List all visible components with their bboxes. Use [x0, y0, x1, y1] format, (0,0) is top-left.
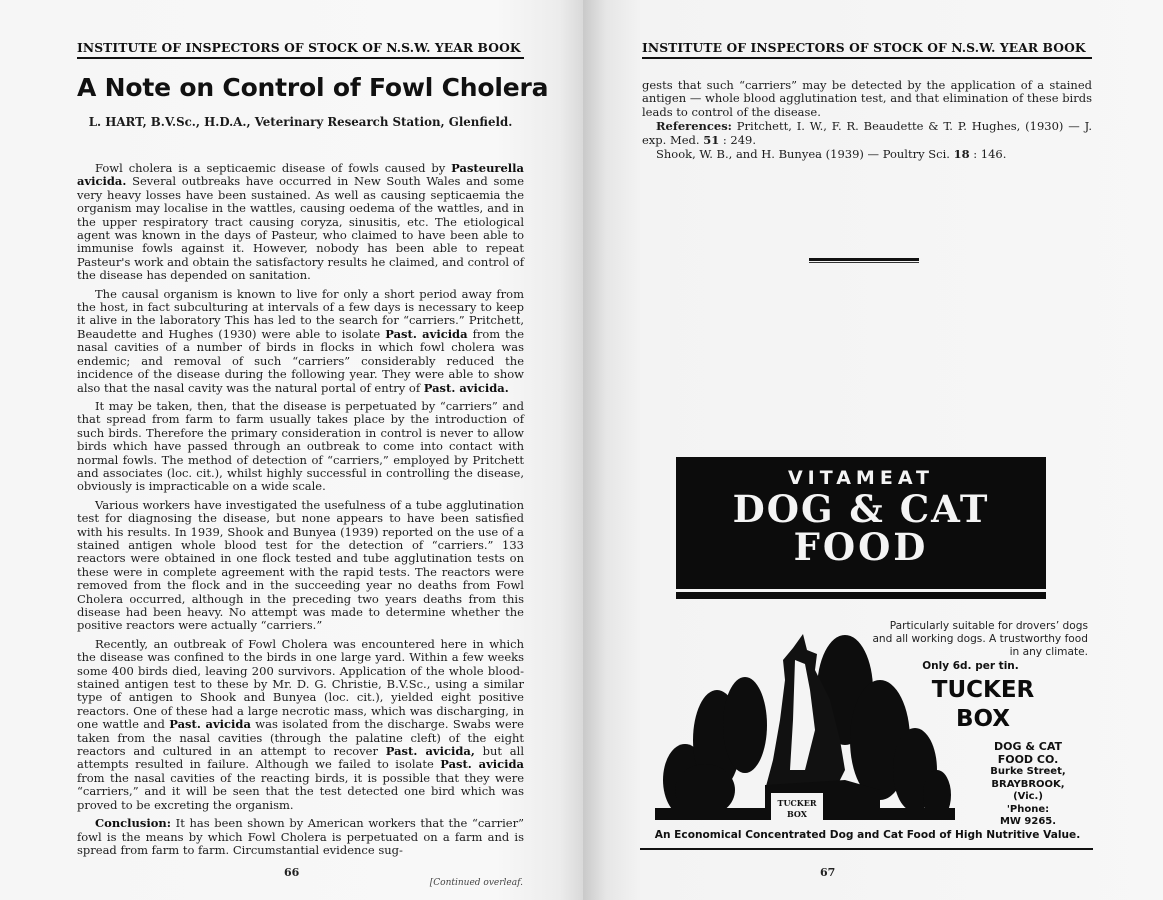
paragraph-causal-organism: The causal organism is known to live for only a short period away from the host, in fact subculturing at intervals of a few days is necessary to keep it alive in the laboratory This has led to the search for “carriers.” Pritchett, Beaudette and Hughes (1930) were able to isolate Past. avicida from the nasal cavities of a number of birds in flocks in which fowl cholera was endemic; and removal of such “carriers” considerably reduced the incidence of the disease during the following year. They were able to show also that the nasal cavity was the natural portal of entry of Past. avicida.: [77, 286, 524, 395]
page-number: 66: [284, 866, 300, 879]
continuation-text: gests that such “carriers” may be detected by the application of a stained antigen — whole blood agglutination test, and that elimination of these birds leads to control of the disease.: [642, 78, 1092, 119]
paragraph-carriers: It may be taken, then, that the disease is perpetuated by “carriers” and that spread from farm to farm usually takes place by the introduction of such birds. Therefore the primary consideration in control is never to allow birds which have passed through an outbreak to come into contact with normal fowls. The method of detection of “carriers,” employed by Pritchett and associates (loc. cit.), whilst highly successful in controlling the disease, obviously is impracticable on a wide scale.: [77, 398, 524, 494]
paragraph-agglutination: Various workers have investigated the usefulness of a tube agglutination test for diagnosing the disease, but none appears to have been satisfied with his results. In 1939, Shook and Bunyea (1939) reported on the use of a stained antigen whole blood test for the detection of “carriers.” 133 reactors were obtained in one flock tested and tube agglutination tests on these were in complete agreement with the rapid tests. The reactors were removed from the flock and in the succeeding year no deaths from Fowl Cholera occurred, although in the preceding two years deaths from this disease had been heavy. No attempt was made to determine whether the positive reactors were actually “carriers.”: [77, 497, 524, 633]
running-head: INSTITUTE OF INSPECTORS OF STOCK OF N.S.W. YEAR BOOK: [77, 40, 524, 59]
article-body: [77, 162, 524, 862]
ad-logo: TUCKER BOX: [931, 677, 1035, 732]
article-title: A Note on Control of Fowl Cholera: [77, 73, 549, 102]
ad-brand: VITAMEAT: [787, 467, 935, 489]
article-continuation: [642, 79, 1092, 162]
running-head: INSTITUTE OF INSPECTORS OF STOCK OF N.S.W. YEAR BOOK: [642, 40, 1092, 59]
plinth-text: TUCKER: [777, 798, 817, 808]
reference-1: References: Pritchett, I. W., F. R. Beaudette & T. P. Hughes, (1930) — J. exp. Med. 51 : 249.: [642, 119, 1092, 147]
ad-copy: Particularly suitable for drovers’ dogs and all working dogs. A trustworthy food in any climate.: [872, 620, 1088, 658]
paragraph-outbreak: Recently, an outbreak of Fowl Cholera was encountered here in which the disease was confined to the birds in one large yard. Within a few weeks some 400 birds died, leaving 200 survivors. Application of the whole blood-stained antigen test to these by Mr. D. G. Christie, B.V.Sc., using a similar type of antigen to Shook and Bunyea (loc. cit.), yielded eight positive reactors. One of these had a large necrotic mass, which was discharging, in one wattle and Past. avicida was isolated from the discharge. Swabs were taken from the nasal cavities (through the palatine cleft) of the eight reactors and cultured in an attempt to recover Past. avicida, but all attempts resulted in failure. Although we failed to isolate Past. avicida from the nasal cavities of the reacting birds, it is possible that they were “carriers,” and it will be seen that the test detected one bird which was proved to be excreting the organism.: [77, 636, 525, 812]
ad-bottom-rule: [640, 848, 1093, 850]
reference-2: Shook, W. B., and H. Bunyea (1939) — Poultry Sci. 18 : 146.: [656, 147, 1007, 162]
ad-price: Only 6d. per tin.: [922, 660, 1019, 672]
section-divider: [809, 258, 919, 263]
ad-banner-underline: [676, 592, 1046, 599]
continued-note: [Continued overleaf.: [429, 878, 523, 888]
ad-tagline: An Economical Concentrated Dog and Cat Food of High Nutritive Value.: [654, 829, 1081, 841]
ad-banner: [676, 457, 1046, 589]
page-number: 67: [820, 866, 836, 879]
ad-company-address: DOG & CAT FOOD CO. Burke Street, BRAYBROOK, (Vic.) 'Phone: MW 9265.: [990, 740, 1066, 827]
page-67: [583, 0, 1163, 900]
svg-text:BOX: BOX: [787, 809, 807, 819]
paragraph-intro: Fowl cholera is a septicaemic disease of fowls caused by Pasteurella avicida. Several outbreaks have occurred in New South Wales and some very heavy losses have been sustained. As well as causing septicaemia the organism may localise in the wattles, causing oedema of the wattles, and in the upper respiratory tract causing coryza, sinusitis, etc. The etiological agent was known in the days of Pasteur, who claimed to have been able to immunise fowls against it. However, nobody has been able to repeat Pasteur's work and obtain the satisfactory results he claimed, and control of the disease has depended on sanitation.: [77, 161, 524, 283]
paragraph-conclusion: Conclusion: It has been shown by American workers that the “carrier” fowl is the means by which Fowl Cholera is perpetuated on a farm and is spread from farm to farm. Circumstantial evidence sug-: [77, 816, 524, 857]
author-byline: L. HART, B.V.Sc., H.D.A., Veterinary Research Station, Glenfield.: [88, 115, 513, 129]
ad-headline: DOG & CAT: [732, 487, 990, 531]
ad-headline-food: FOOD: [793, 525, 929, 569]
